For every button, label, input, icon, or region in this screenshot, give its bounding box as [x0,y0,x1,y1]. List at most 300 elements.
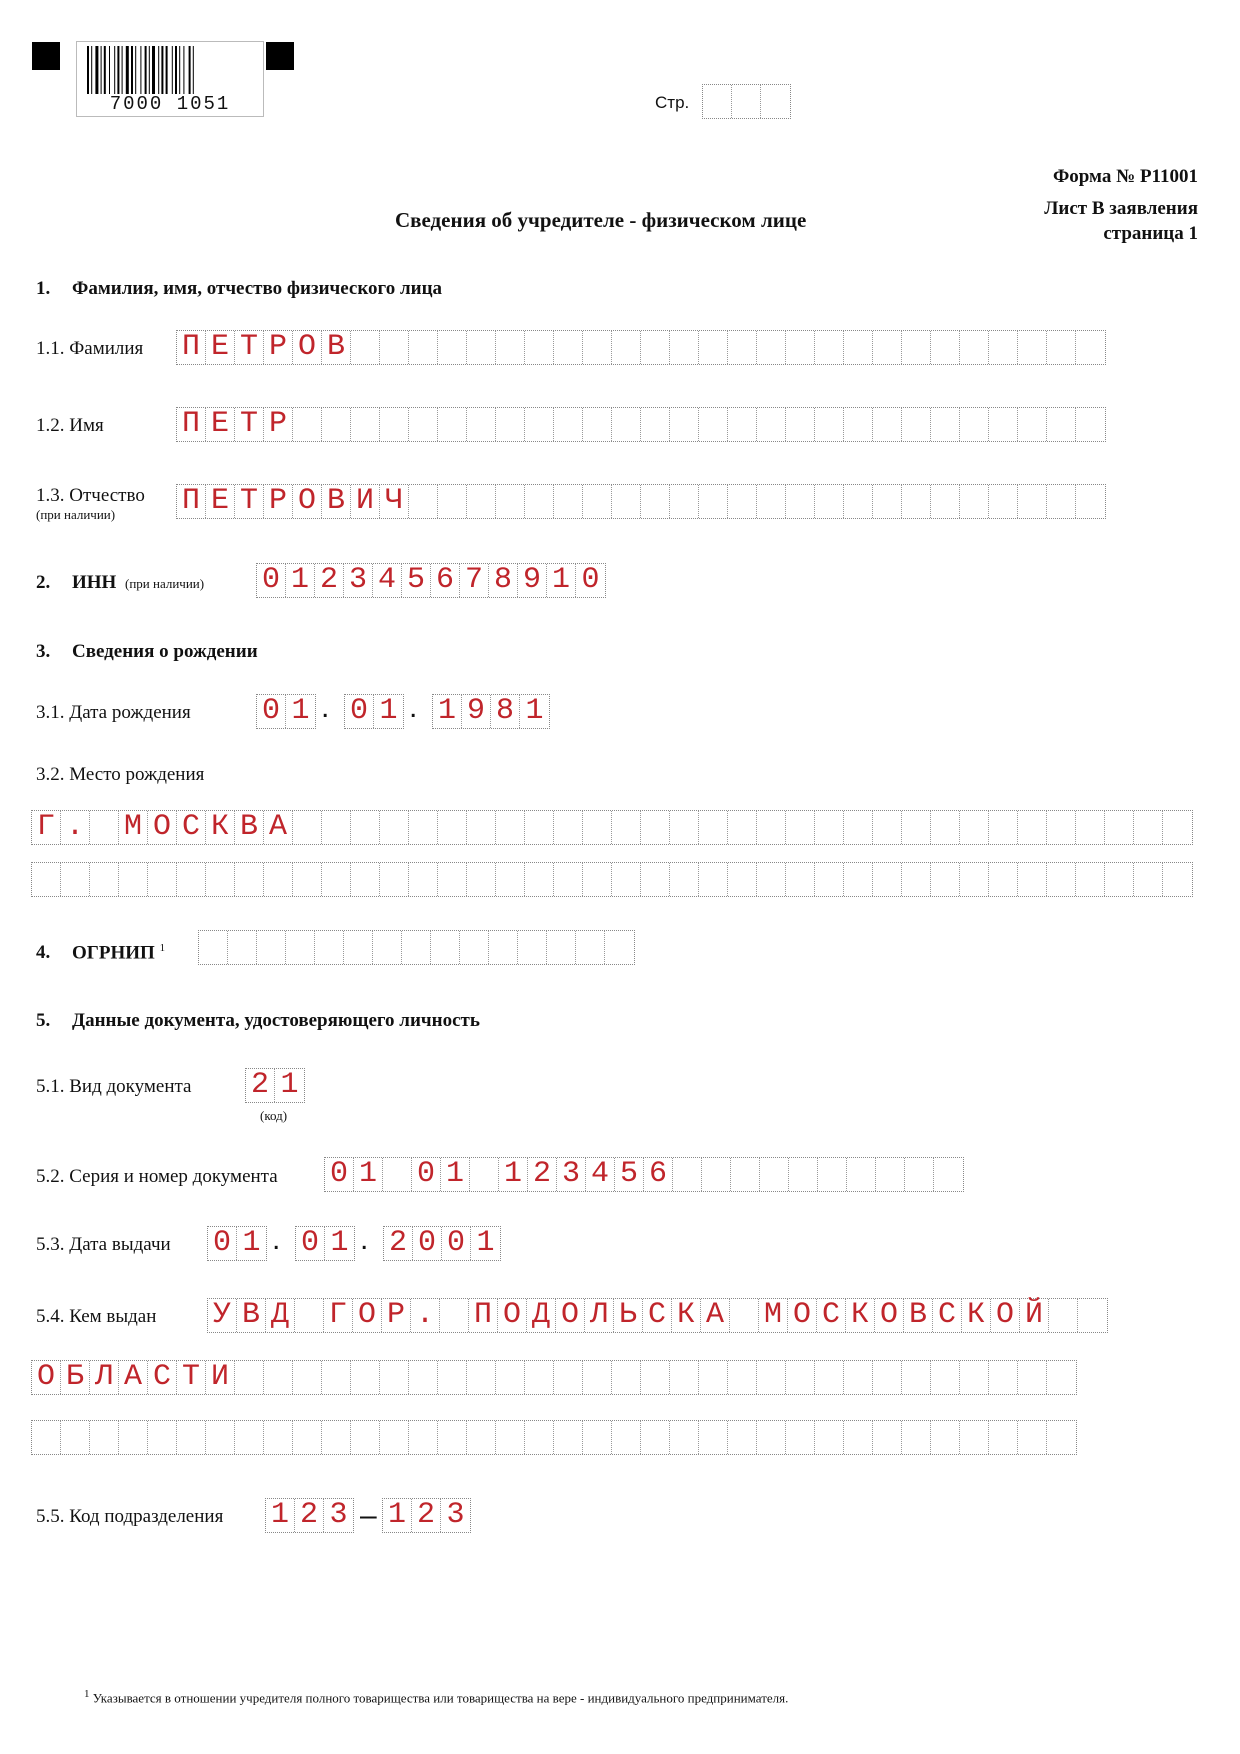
birth-place-field-line2-cell [902,863,931,896]
issued-by-field-line1-cell: О [498,1299,527,1332]
name-field-cell [438,408,467,441]
barcode-bar [122,46,123,94]
birth-place-field-line2-cell [409,863,438,896]
birth-place-field-line2-cell [293,863,322,896]
issued-by-field-line2-cell [815,1361,844,1394]
name-field-cell: П [177,408,206,441]
issued-by-field-line1-cell: Ь [614,1299,643,1332]
surname-field-cell: Т [235,331,264,364]
series-field-cell [847,1158,876,1191]
issued-by-field-line1-cell: Р [382,1299,411,1332]
barcode [76,41,264,117]
birth-place-field-line1-cell [757,811,786,844]
birth-place-label: 3.2. Место рождения [36,764,205,785]
name-field-cell [409,408,438,441]
dept-code-field-1-cell: 3 [329,1498,348,1532]
birth-place-field-line2-cell [873,863,902,896]
issue-month-field-cell: 1 [330,1226,349,1260]
issue-month-field-cell: 0 [296,1227,325,1260]
issued-by-field-line3[interactable] [31,1420,1077,1455]
ogrnip-field-cell [199,931,228,964]
series-field-cell [789,1158,818,1191]
birth-place-field-line2-cell [264,863,293,896]
patronymic-field[interactable] [176,484,1106,519]
issued-by-field-line1-cell: У [208,1299,237,1332]
birth-place-field-line1-cell [902,811,931,844]
inn-field[interactable] [256,563,606,598]
surname-field-cell [467,331,496,364]
series-field-cell: 5 [615,1158,644,1191]
name-field-cell [786,408,815,441]
patronymic-field-cell [554,485,583,518]
patronymic-field-cell [699,485,728,518]
ogrnip-field[interactable] [198,930,635,965]
issued-by-field-line1-cell [1049,1299,1078,1332]
birth-place-field-line1-cell: В [235,811,264,844]
issued-by-field-line2-cell [467,1361,496,1394]
birth-year-field-cell: 1 [525,694,544,728]
birth-place-field-line1-cell [641,811,670,844]
doc-type-field-cell: 2 [246,1069,275,1102]
issued-by-field-line3-cell [554,1421,583,1454]
patronymic-field-cell [989,485,1018,518]
name-field-cell [931,408,960,441]
birth-place-field-line1-cell [699,811,728,844]
ogrnip-field-cell [402,931,431,964]
name-field-cell [612,408,641,441]
birth-place-field-line2-cell [235,863,264,896]
name-field-cell [699,408,728,441]
birth-place-field-line1-cell [844,811,873,844]
birth-place-field-line2[interactable] [31,862,1193,897]
surname-field-cell [641,331,670,364]
series-field[interactable] [324,1157,964,1192]
birth-place-field-line1-cell [1018,811,1047,844]
series-field-cell: 6 [644,1158,673,1191]
barcode-bar [131,46,133,94]
surname-field[interactable] [176,330,1106,365]
patronymic-field-cell [757,485,786,518]
issued-by-field-line3-cell [873,1421,902,1454]
birth-place-field-line2-cell [815,863,844,896]
birth-place-field-line1-cell: . [61,811,90,844]
issued-by-field-line2-cell [989,1361,1018,1394]
surname-field-cell [554,331,583,364]
birth-place-field-line1[interactable] [31,810,1193,845]
name-field-cell [873,408,902,441]
issued-by-field-line2-cell: А [119,1361,148,1394]
issued-by-field-line3-cell [322,1421,351,1454]
issued-by-field-line2-cell [902,1361,931,1394]
issued-by-field-line1-cell [1078,1299,1107,1332]
name-field-cell [1076,408,1105,441]
issued-by-field-line3-cell [438,1421,467,1454]
name-field-cell [989,408,1018,441]
birth-day-field-cell: 1 [291,694,310,728]
issued-by-field-line1-cell [295,1299,324,1332]
issued-by-field-line1-cell: О [788,1299,817,1332]
birth-month-field[interactable] [344,694,404,729]
ogrnip-field-cell [228,931,257,964]
section5-number: 5. [36,1010,51,1031]
series-field-cell: 1 [354,1158,383,1191]
series-field-cell [760,1158,789,1191]
issued-by-field-line3-cell [931,1421,960,1454]
issued-by-field-line2-cell [409,1361,438,1394]
birth-place-field-line1-cell [438,811,467,844]
issued-by-field-line3-cell [264,1421,293,1454]
surname-field-cell [1047,331,1076,364]
barcode-bar [95,46,98,94]
issue-year-field[interactable] [383,1226,501,1261]
issued-by-field-line3-cell [641,1421,670,1454]
dept-code-field-2-cell: 3 [446,1498,465,1532]
name-field-cell [293,408,322,441]
issued-by-field-line3-cell [206,1421,235,1454]
surname-field-cell [1076,331,1105,364]
dept-code-field-1[interactable] [265,1498,354,1533]
patronymic-field-cell [1018,485,1047,518]
birth-place-field-line1-cell [1105,811,1134,844]
birth-place-field-line2-cell [1105,863,1134,896]
issued-by-field-line2-cell [583,1361,612,1394]
issued-by-field-line3-cell [90,1421,119,1454]
issue-day-field[interactable] [207,1226,267,1261]
birth-place-field-line1-cell [960,811,989,844]
surname-field-cell [438,331,467,364]
birth-place-field-line2-cell [931,863,960,896]
birth-place-field-line1-cell [496,811,525,844]
issued-by-field-line2-cell [786,1361,815,1394]
barcode-bar [104,46,106,94]
doc-type-field-cell: 1 [280,1068,299,1102]
birth-place-field-line1-cell [786,811,815,844]
name-field-cell: Е [206,408,235,441]
birth-place-field-line2-cell [989,863,1018,896]
birth-place-field-line1-cell [1076,811,1105,844]
barcode-bar [91,46,92,94]
issued-by-field-line1-cell: К [672,1299,701,1332]
issue-year-field-cell: 1 [476,1226,495,1260]
patronymic-field-cell [902,485,931,518]
issued-by-field-line2-cell [322,1361,351,1394]
surname-field-cell [844,331,873,364]
footnote [84,1688,788,1706]
patronymic-field-cell [670,485,699,518]
birth-date-separator-2: . [409,691,418,724]
surname-field-cell [786,331,815,364]
issue-year-field-cell: 2 [384,1227,413,1260]
patronymic-field-cell [1047,485,1076,518]
name-field[interactable] [176,407,1106,442]
patronymic-field-cell: В [322,485,351,518]
name-field-cell [496,408,525,441]
series-field-cell: 1 [499,1158,528,1191]
dept-code-field-2[interactable] [382,1498,471,1533]
page-label: Стр. [655,93,690,112]
issue-date-label: 5.3. Дата выдачи [36,1234,171,1255]
issued-by-field-line3-cell [32,1421,61,1454]
birth-place-field-line1-cell: С [177,811,206,844]
patronymic-field-cell [583,485,612,518]
surname-field-cell [873,331,902,364]
birth-place-field-line2-cell [1163,863,1192,896]
barcode-bar [126,46,129,94]
issued-by-field-line1-cell: Й [1020,1299,1049,1332]
issued-by-label: 5.4. Кем выдан [36,1306,157,1327]
issued-by-field-line2-cell [699,1361,728,1394]
birth-year-field[interactable] [432,694,550,729]
issued-by-field-line3-cell [757,1421,786,1454]
birth-place-field-line2-cell [1076,863,1105,896]
issued-by-field-line3-cell [496,1421,525,1454]
name-field-cell [351,408,380,441]
surname-field-cell [960,331,989,364]
birth-place-field-line1-cell [1047,811,1076,844]
series-field-cell: 3 [557,1158,586,1191]
ogrnip-field-cell [315,931,344,964]
issued-by-field-line2-cell [380,1361,409,1394]
issued-by-field-line3-cell [177,1421,206,1454]
patronymic-field-cell [525,485,554,518]
ogrnip-footnote-mark: 1 [159,942,166,954]
birth-place-field-line2-cell [844,863,873,896]
barcode-bar [166,46,168,94]
issued-by-field-line2-cell [728,1361,757,1394]
name-field-cell [902,408,931,441]
ogrnip-label [72,942,165,964]
birth-month-field-cell: 1 [379,694,398,728]
surname-field-cell [409,331,438,364]
surname-field-cell [612,331,641,364]
name-field-cell [583,408,612,441]
name-field-cell [1047,408,1076,441]
name-field-cell [960,408,989,441]
series-label: 5.2. Серия и номер документа [36,1166,278,1187]
name-field-cell: Т [235,408,264,441]
issued-by-field-line2-cell: И [206,1361,235,1394]
ogrnip-field-cell [489,931,518,964]
barcode-bar [152,46,155,94]
issued-by-field-line2-cell [235,1361,264,1394]
issued-by-field-line2-cell [1047,1361,1076,1394]
series-field-cell: 4 [586,1158,615,1191]
issued-by-field-line2-cell [873,1361,902,1394]
name-label: 1.2. Имя [36,415,104,436]
birth-place-field-line2-cell [206,863,235,896]
series-field-cell [673,1158,702,1191]
patronymic-field-cell [496,485,525,518]
issued-by-field-line3-cell [612,1421,641,1454]
birth-place-field-line1-cell [728,811,757,844]
issued-by-field-line3-cell [148,1421,177,1454]
issued-by-field-line2-cell [525,1361,554,1394]
inn-field-cell: 8 [489,564,518,597]
footnote-mark: 1 [84,1688,90,1700]
series-field-cell [905,1158,934,1191]
patronymic-field-cell: Е [206,485,235,518]
birth-place-field-line1-cell [873,811,902,844]
patronymic-field-cell [728,485,757,518]
series-field-cell: 1 [441,1158,470,1191]
series-field-cell [731,1158,760,1191]
birth-place-field-line1-cell: Г [32,811,61,844]
inn-field-cell: 2 [315,564,344,597]
issued-by-field-line1-cell: К [962,1299,991,1332]
patronymic-field-cell [844,485,873,518]
surname-field-cell [380,331,409,364]
birth-date-label: 3.1. Дата рождения [36,702,191,723]
ogrnip-field-cell [518,931,547,964]
patronymic-field-cell [641,485,670,518]
barcode-bar [117,46,119,94]
birth-place-field-line2-cell [148,863,177,896]
birth-place-field-line2-cell [90,863,119,896]
issued-by-field-line1-cell: Г [324,1299,353,1332]
patronymic-field-cell [960,485,989,518]
issued-by-field-line1[interactable] [207,1298,1108,1333]
issued-by-field-line3-cell [119,1421,148,1454]
birth-place-field-line2-cell [1134,863,1163,896]
section3-title: Сведения о рождении [72,641,258,662]
birth-place-field-line1-cell [612,811,641,844]
corner-marker-right [266,42,294,70]
inn-number: 2. [36,572,51,593]
issue-year-field-cell: 0 [442,1227,471,1260]
page-number-field[interactable] [702,84,791,119]
barcode-bar [161,46,163,94]
birth-place-field-line1-cell [989,811,1018,844]
patronymic-field-cell [931,485,960,518]
issued-by-field-line1-cell [440,1299,469,1332]
doc-type-note: (код) [260,1108,288,1123]
inn-field-cell: 1 [547,564,576,597]
issued-by-field-line1-cell: Л [585,1299,614,1332]
issue-month-field[interactable] [295,1226,355,1261]
series-field-cell: 0 [412,1158,441,1191]
birth-place-field-line1-cell [815,811,844,844]
birth-place-field-line1-cell [90,811,119,844]
surname-label: 1.1. Фамилия [36,338,144,359]
issued-by-field-line3-cell [670,1421,699,1454]
surname-field-cell [699,331,728,364]
name-field-cell [670,408,699,441]
form-number: Форма № Р11001 [1052,166,1198,187]
patronymic-field-cell: П [177,485,206,518]
name-field-cell [641,408,670,441]
issued-by-field-line3-cell [380,1421,409,1454]
issued-by-field-line3-cell [525,1421,554,1454]
surname-field-cell: Р [264,331,293,364]
inn-field-cell: 0 [257,564,286,597]
doc-type-label: 5.1. Вид документа [36,1076,192,1097]
barcode-bar [183,46,184,94]
birth-place-field-line2-cell [1018,863,1047,896]
issued-by-field-line3-cell [844,1421,873,1454]
patronymic-field-cell [786,485,815,518]
issued-by-field-line3-cell [728,1421,757,1454]
issued-by-field-line2-cell [844,1361,873,1394]
issued-by-field-line1-cell: О [875,1299,904,1332]
birth-year-field-cell: 1 [433,695,462,728]
inn-field-cell: 3 [344,564,373,597]
surname-field-cell: П [177,331,206,364]
barcode-bars [87,46,253,94]
barcode-bar [109,46,110,94]
surname-field-cell [496,331,525,364]
name-field-cell [1018,408,1047,441]
birth-place-field-line2-cell [438,863,467,896]
barcode-bar [172,46,173,94]
issued-by-field-line2-cell [757,1361,786,1394]
series-field-cell: 0 [325,1158,354,1191]
issued-by-field-line1-cell: П [469,1299,498,1332]
issued-by-field-line2-cell [960,1361,989,1394]
birth-place-field-line2-cell [786,863,815,896]
birth-place-field-line2-cell [380,863,409,896]
dept-code-field-1-cell: 2 [295,1499,324,1532]
patronymic-field-cell [873,485,902,518]
name-field-cell [757,408,786,441]
name-field-cell [525,408,554,441]
birth-day-field[interactable] [256,694,316,729]
doc-type-field[interactable] [245,1068,305,1103]
ogrnip-number: 4. [36,942,51,963]
series-field-cell [470,1158,499,1191]
issued-by-field-line2-cell [293,1361,322,1394]
birth-date-separator-1: . [321,691,330,724]
patronymic-field-cell: Р [264,485,293,518]
birth-place-field-line2-cell [728,863,757,896]
barcode-bar [140,46,141,94]
birth-place-field-line2-cell [496,863,525,896]
barcode-bar [135,46,136,94]
surname-field-cell [583,331,612,364]
birth-place-field-line1-cell: К [206,811,235,844]
surname-field-cell [525,331,554,364]
surname-field-cell [1018,331,1047,364]
dept-code-separator: – [360,1499,377,1532]
barcode-bar [87,46,89,94]
issued-by-field-line3-cell [61,1421,90,1454]
issued-by-field-line1-cell: В [237,1299,266,1332]
issued-by-field-line3-cell [409,1421,438,1454]
dept-code-field-2-cell: 1 [383,1499,412,1532]
issued-by-field-line3-cell [786,1421,815,1454]
issued-by-field-line2-cell [670,1361,699,1394]
page-number-field-cell [732,85,761,118]
issue-year-field-cell: 0 [413,1227,442,1260]
barcode-bar [175,46,177,94]
issued-by-field-line1-cell: С [643,1299,672,1332]
ogrnip-field-cell [576,931,605,964]
inn-field-cell: 4 [373,564,402,597]
page-number-field-cell [761,85,790,118]
issue-day-field-cell: 0 [208,1227,237,1260]
issued-by-field-line2-cell: О [32,1361,61,1394]
issued-by-field-line2-cell [438,1361,467,1394]
issued-by-field-line2[interactable] [31,1360,1077,1395]
issued-by-field-line3-cell [293,1421,322,1454]
birth-place-field-line1-cell [467,811,496,844]
birth-place-field-line1-cell [931,811,960,844]
inn-field-cell: 0 [581,563,600,597]
series-field-cell [702,1158,731,1191]
barcode-bar [145,46,147,94]
surname-field-cell [902,331,931,364]
issued-by-field-line2-cell [931,1361,960,1394]
inn-field-cell: 5 [402,564,431,597]
